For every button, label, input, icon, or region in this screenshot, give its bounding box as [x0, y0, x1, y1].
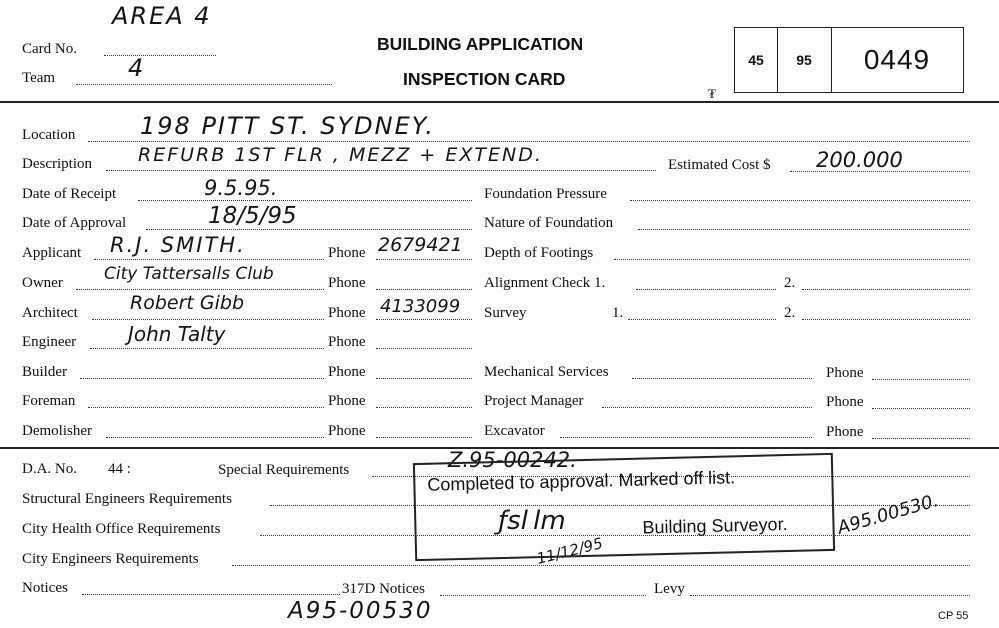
survey-1-field — [628, 319, 776, 320]
date-approval-field — [146, 229, 472, 230]
foundation-pressure-field — [630, 200, 970, 201]
foreman-label: Foreman — [22, 393, 76, 409]
city-health-label: City Health Office Requirements — [22, 521, 221, 537]
applicant-value: R.J. SMITH. — [110, 233, 246, 257]
survey-2-label: 2. — [784, 305, 796, 321]
builder-field — [80, 378, 324, 379]
description-value: REFURB 1ST FLR , MEZZ + EXTEND. — [138, 144, 543, 166]
notices-field — [82, 594, 340, 595]
description-label: Description — [22, 156, 92, 172]
location-label: Location — [22, 127, 76, 143]
date-receipt-field — [138, 200, 472, 201]
owner-field — [76, 289, 324, 290]
notices-label: Notices — [22, 580, 68, 596]
builder-phone-field — [376, 378, 472, 379]
depth-footings-label: Depth of Footings — [484, 245, 594, 261]
foreman-phone-label: Phone — [328, 393, 366, 409]
engineer-value: John Talty — [128, 322, 226, 346]
survey-1-label: 1. — [612, 305, 624, 321]
divider-top — [0, 101, 999, 103]
excavator-field — [560, 437, 812, 438]
applicant-field — [94, 259, 324, 260]
card-code-box — [734, 27, 964, 93]
card-no-label: Card No. — [22, 41, 77, 57]
estimated-cost-label: Estimated Cost $ — [668, 157, 771, 173]
date-receipt-label: Date of Receipt — [22, 186, 117, 202]
nature-foundation-field — [638, 229, 970, 230]
special-requirements-label: Special Requirements — [218, 462, 350, 478]
code-part-1: 45 — [735, 28, 778, 92]
levy-label: Levy — [654, 581, 685, 597]
engineer-phone-field — [376, 348, 472, 349]
architect-label: Architect — [22, 305, 78, 321]
foreman-field — [88, 407, 324, 408]
excavator-phone-field — [872, 438, 970, 439]
approval-stamp — [413, 453, 835, 561]
city-engineers-label: City Engineers Requirements — [22, 551, 199, 567]
applicant-phone-field — [376, 259, 472, 260]
demolisher-label: Demolisher — [22, 423, 92, 439]
owner-phone-field — [376, 289, 472, 290]
architect-phone-value: 4133099 — [380, 296, 461, 317]
area-note: AREA 4 — [112, 2, 212, 30]
date-receipt-value: 9.5.95. — [204, 176, 278, 200]
team-value: 4 — [128, 54, 144, 82]
stamp-signature: ƒsl lm — [498, 506, 566, 536]
architect-phone-field — [376, 319, 472, 320]
stray-mark: ₮ — [708, 86, 716, 101]
owner-value: City Tattersalls Club — [104, 264, 274, 284]
engineer-label: Engineer — [22, 334, 77, 350]
notices-317d-field — [440, 595, 646, 596]
stamp-line-2: Building Surveyor. — [642, 514, 788, 538]
survey-label: Survey — [484, 305, 527, 321]
location-value: 198 PITT ST. SYDNEY. — [140, 112, 435, 140]
team-field — [76, 84, 332, 85]
form-code: CP 55 — [938, 610, 969, 622]
survey-2-field — [802, 319, 970, 320]
mechanical-phone-label: Phone — [826, 365, 864, 381]
architect-field — [92, 319, 324, 320]
date-approval-value: 18/5/95 — [208, 203, 297, 229]
mechanical-services-field — [632, 378, 812, 379]
owner-phone-label: Phone — [328, 275, 366, 291]
demolisher-field — [106, 437, 324, 438]
code-part-2: 95 — [777, 28, 832, 92]
owner-label: Owner — [22, 275, 63, 291]
architect-value: Robert Gibb — [130, 292, 244, 314]
foundation-pressure-label: Foundation Pressure — [484, 186, 607, 202]
estimated-cost-value: 200.000 — [816, 148, 903, 172]
notices-317d-label: 317D Notices — [342, 581, 425, 597]
alignment-check-2-field — [802, 289, 970, 290]
da-no-value: 44 : — [108, 461, 131, 477]
da-no-label: D.A. No. — [22, 461, 77, 477]
title-line-1: BUILDING APPLICATION — [377, 34, 584, 54]
code-number: 0449 — [863, 44, 931, 75]
special-requirements-value: Z.95-00242. — [448, 448, 577, 472]
excavator-label: Excavator — [484, 423, 545, 439]
team-label: Team — [22, 70, 56, 86]
demolisher-phone-field — [376, 437, 472, 438]
stamp-line-1: Completed to approval. Marked off list. — [427, 467, 736, 495]
nature-foundation-label: Nature of Foundation — [484, 215, 614, 231]
applicant-label: Applicant — [22, 245, 82, 261]
alignment-check-label: Alignment Check 1. — [484, 275, 606, 291]
builder-label: Builder — [22, 364, 67, 380]
project-manager-phone-label: Phone — [826, 394, 864, 410]
applicant-phone-label: Phone — [328, 245, 366, 261]
card-no-field — [104, 55, 216, 56]
title-line-2: INSPECTION CARD — [403, 69, 566, 89]
builder-phone-label: Phone — [328, 364, 366, 380]
foreman-phone-field — [376, 407, 472, 408]
alignment-check-1-field — [636, 289, 776, 290]
demolisher-phone-label: Phone — [328, 423, 366, 439]
margin-reference: A95.00530. — [835, 490, 941, 539]
bottom-reference: A95-00530 — [288, 598, 433, 624]
engineer-field — [90, 348, 324, 349]
excavator-phone-label: Phone — [826, 424, 864, 440]
description-field — [106, 170, 656, 171]
engineer-phone-label: Phone — [328, 334, 366, 350]
structural-engineers-label: Structural Engineers Requirements — [22, 491, 232, 507]
architect-phone-label: Phone — [328, 305, 366, 321]
project-manager-phone-field — [872, 408, 970, 409]
stamp-date: 11/12/95 — [534, 534, 605, 568]
project-manager-label: Project Manager — [484, 393, 584, 409]
mechanical-services-label: Mechanical Services — [484, 364, 609, 380]
location-field — [88, 141, 970, 142]
applicant-phone-value: 2679421 — [378, 234, 463, 256]
depth-footings-field — [614, 259, 970, 260]
levy-field — [690, 595, 970, 596]
city-engineers-field — [232, 565, 970, 566]
project-manager-field — [602, 407, 812, 408]
alignment-check-2-label: 2. — [784, 275, 796, 291]
mechanical-phone-field — [872, 379, 970, 380]
date-approval-label: Date of Approval — [22, 215, 127, 231]
